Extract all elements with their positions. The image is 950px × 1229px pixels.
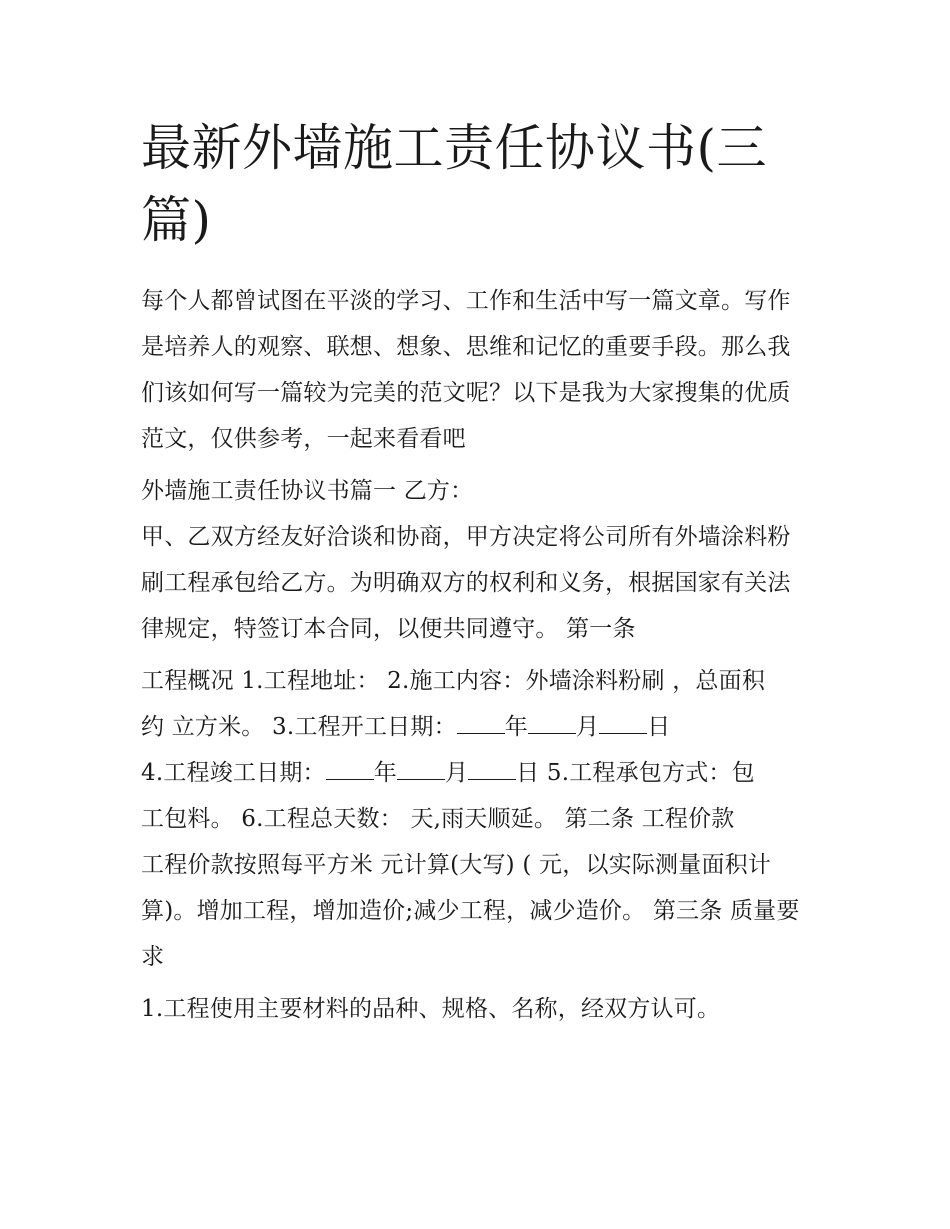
start-month-blank [528,713,576,734]
line-materials: 1.工程使用主要材料的品种、规格、名称，经双方认可。 [141,996,721,1022]
start-year-label: 年 [504,714,528,740]
section-heading: 外墙施工责任协议书篇一 乙方： [141,478,474,504]
completion-year-label: 年 [373,760,397,786]
start-date-label: 约 立方米。 3.工程开工日期： [141,714,457,740]
contract-mode-label: 日 5.工程承包方式：包 [516,760,755,786]
paragraph-price: 工程价款按照每平方米 元计算(大写) ( 元，以实际测量面积计算)。增加工程，增加造价;减少工程，减少造价。 第三条 质量要求 [141,852,800,970]
start-month-label: 月 [575,714,600,740]
start-year-blank [457,713,505,734]
line-project-overview: 工程概况 1.工程地址： 2.施工内容：外墙涂料粉刷 ，总面积 [141,668,766,694]
line-start-date [141,704,813,750]
paragraph-agreement: 甲、乙双方经友好洽谈和协商，甲方决定将公司所有外墙涂料粉刷工程承包给乙方。为明确双方的权利和义务，根据国家有关法律规定，特签订本合同，以便共同遵守。 第一条 [141,524,791,642]
completion-day-blank [468,759,516,780]
start-day-blank [599,713,647,734]
intro-paragraph: 每个人都曾试图在平淡的学习、工作和生活中写一篇文章。写作是培养人的观察、联想、想象、思维和记忆的重要手段。那么我们该如何写一篇较为完美的范文呢？以下是我为大家搜集的优质范文，仅供参考，一起来看看吧 [141,288,791,452]
document-page [141,112,813,1032]
completion-month-label: 月 [444,760,469,786]
line-completion-date [141,750,813,796]
document-title: 最新外墙施工责任协议书(三篇) [141,119,768,249]
completion-year-blank [326,759,374,780]
start-day-label: 日 [647,714,671,740]
completion-date-label: 4.工程竣工日期： [141,760,326,786]
completion-month-blank [397,759,445,780]
line-total-days: 工包料。 6.工程总天数： 天,雨天顺延。 第二条 工程价款 [141,806,735,832]
